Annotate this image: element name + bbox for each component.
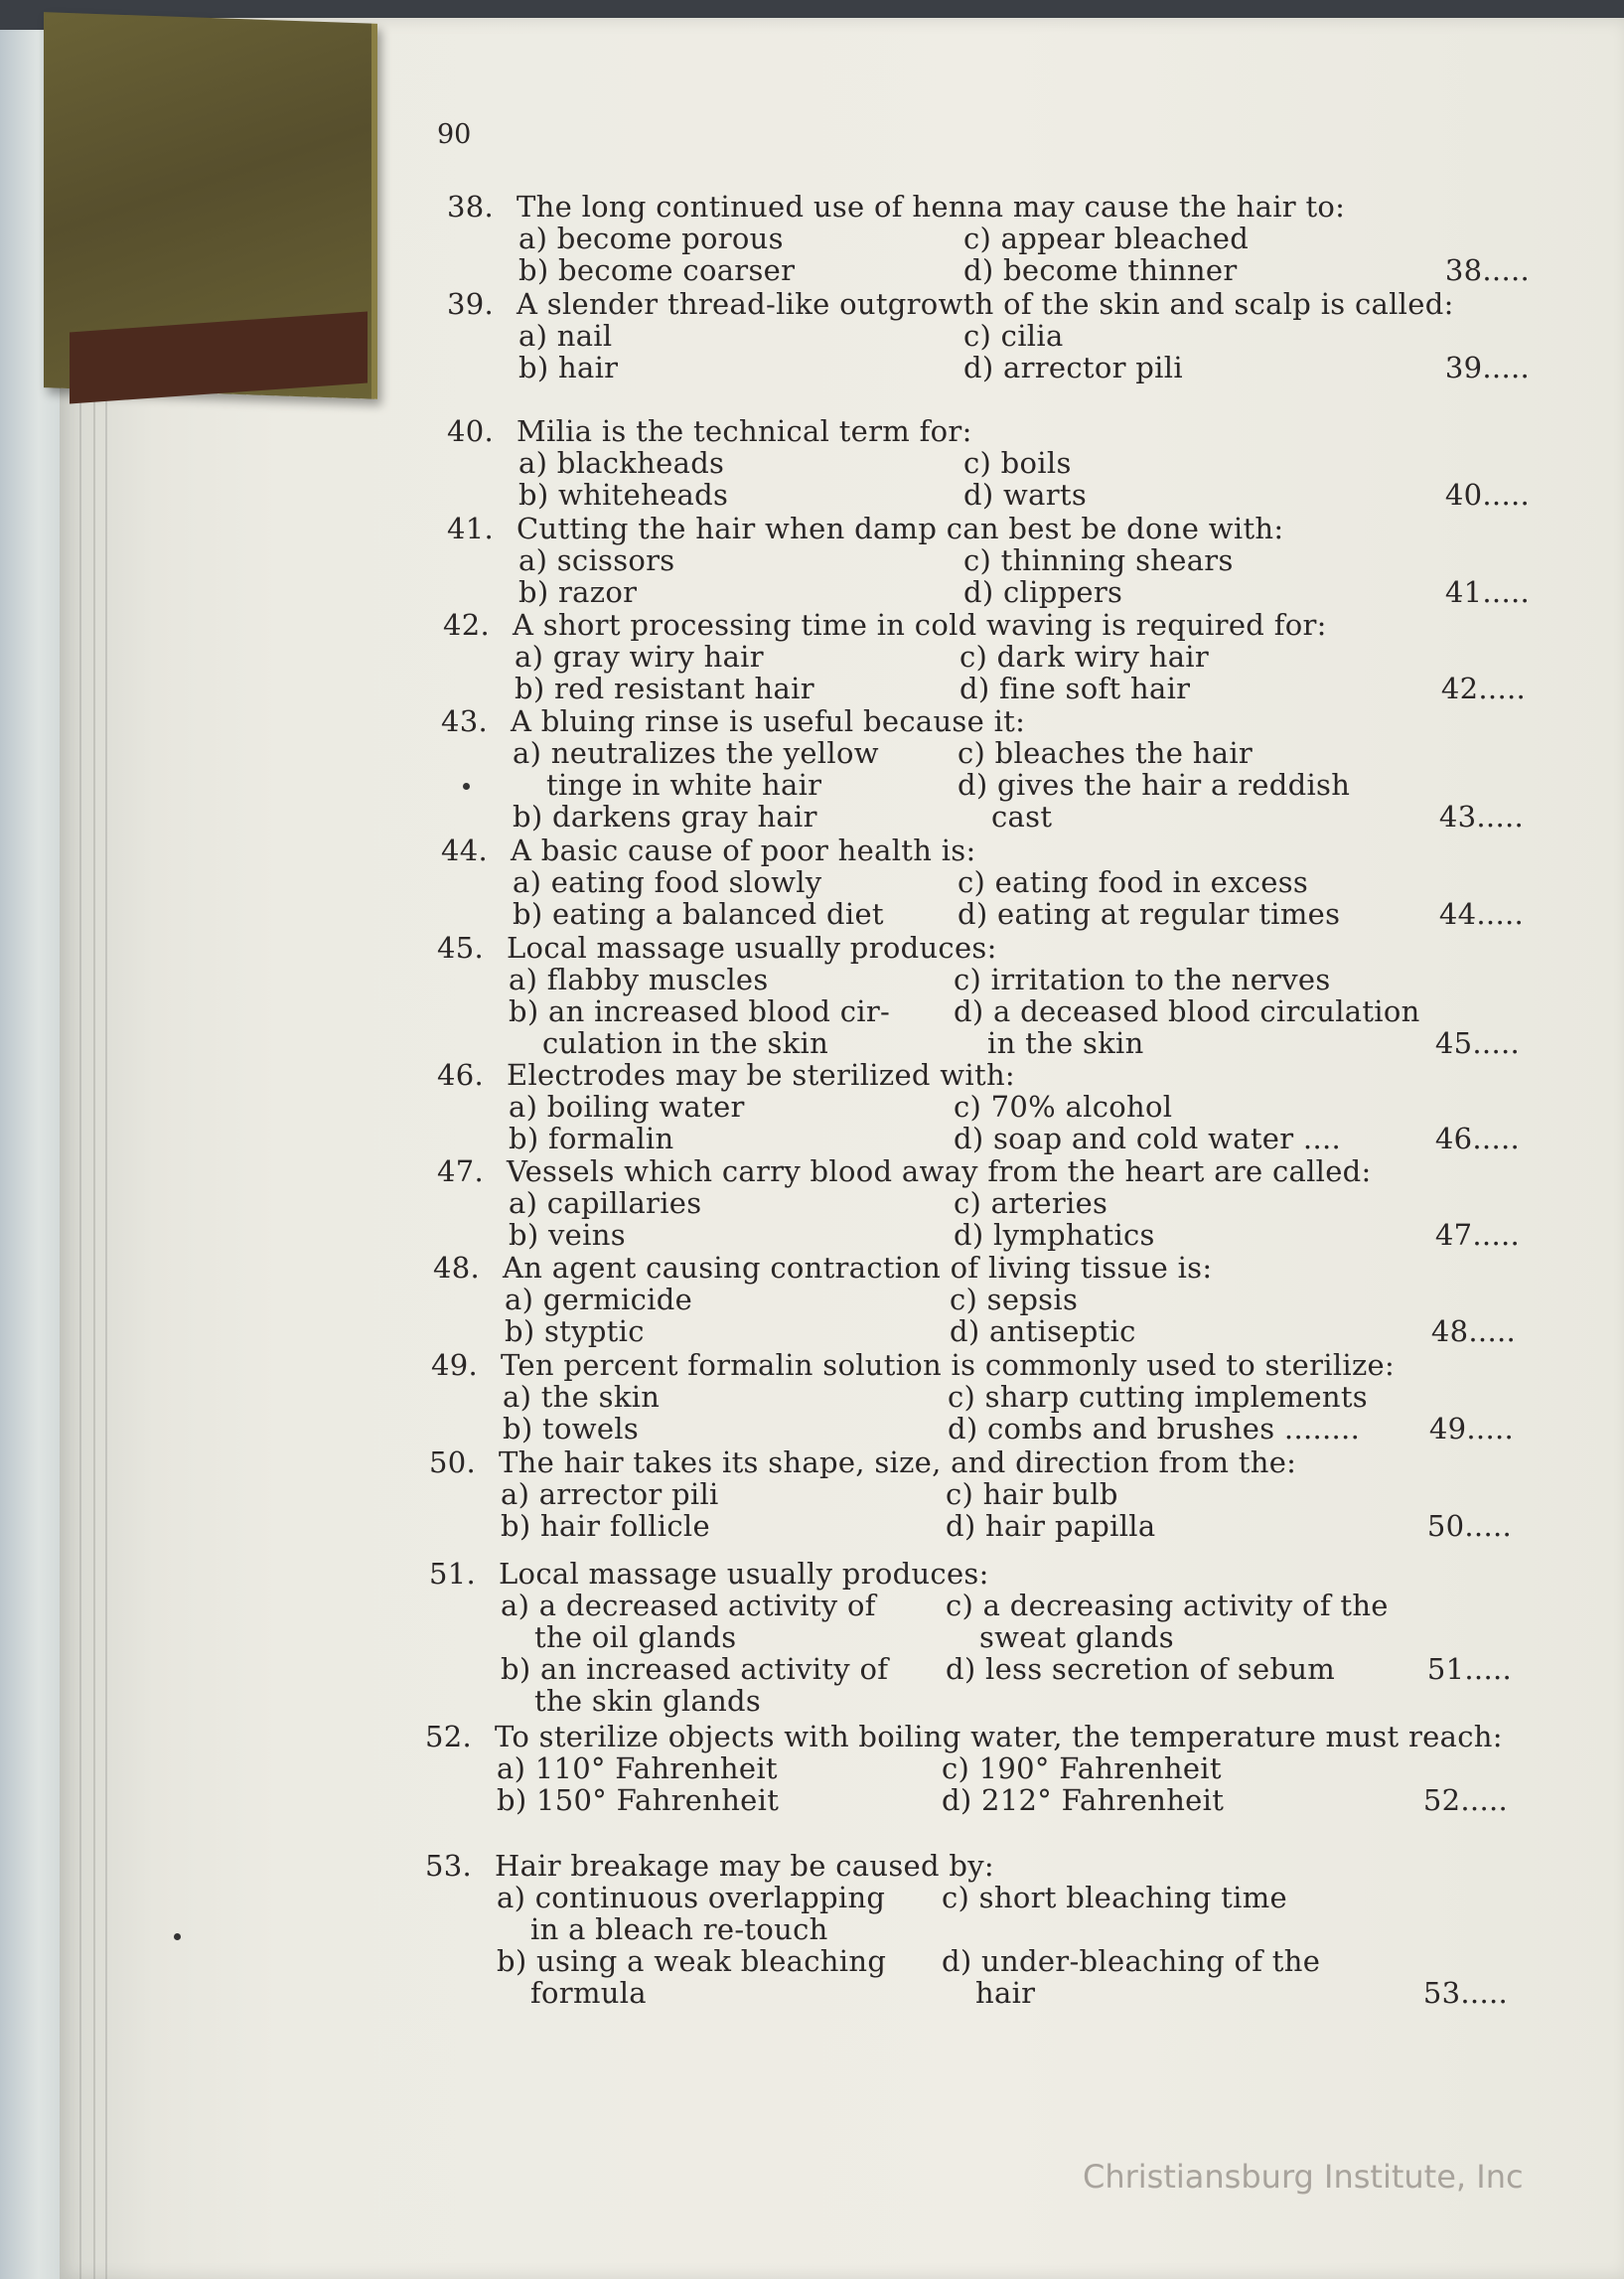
option-left: a) nail	[518, 319, 613, 353]
option-row	[425, 1913, 1508, 1945]
question-stem: Ten percent formalin solution is commonly used to sterilize:	[501, 1348, 1396, 1382]
option-row	[437, 1091, 1520, 1123]
answer-blank: 53.....	[1422, 1976, 1508, 2010]
question-number: 40.	[447, 414, 495, 448]
question-stem: An agent causing contraction of living tissue is:	[503, 1251, 1213, 1285]
option-left: a) flabby muscles	[509, 963, 769, 996]
option-right: cast	[991, 800, 1053, 834]
question-stem: A basic cause of poor health is:	[511, 834, 976, 867]
answer-blank: 51.....	[1426, 1652, 1512, 1686]
option-row	[447, 320, 1530, 352]
option-row	[425, 1977, 1508, 2009]
option-right: d) lymphatics	[954, 1218, 1155, 1252]
question-stem: Milia is the technical term for:	[517, 414, 972, 448]
question-4	[443, 609, 1526, 704]
option-row	[429, 1621, 1512, 1653]
option-left: b) whiteheads	[518, 478, 729, 512]
question-number: 41.	[447, 512, 495, 545]
question-stem: A short processing time in cold waving is required for:	[513, 608, 1327, 642]
answer-blank: 44.....	[1438, 897, 1524, 931]
option-right: d) less secretion of sebum	[946, 1652, 1336, 1686]
option-row	[437, 1123, 1520, 1154]
answer-blank: 42.....	[1440, 672, 1526, 705]
option-right: c) thinning shears	[963, 543, 1234, 577]
question-stem: Local massage usually produces:	[507, 931, 997, 965]
option-right: d) warts	[963, 478, 1088, 512]
option-left: a) continuous overlapping	[497, 1881, 886, 1914]
answer-blank: 48.....	[1430, 1314, 1516, 1348]
question-number: 53.	[425, 1849, 473, 1883]
option-left: a) arrector pili	[501, 1477, 719, 1511]
option-row	[447, 576, 1530, 608]
option-left: b) eating a balanced diet	[513, 897, 884, 931]
option-left: b) hair	[518, 351, 619, 384]
option-right: c) bleaches the hair	[958, 736, 1254, 770]
question-15	[425, 1850, 1508, 2009]
option-row	[433, 1284, 1516, 1315]
option-right: c) cilia	[963, 319, 1064, 353]
question-stem: The hair takes its shape, size, and direction from the:	[499, 1445, 1297, 1479]
option-row	[425, 1882, 1508, 1913]
option-left: b) towels	[503, 1412, 640, 1445]
option-left: b) using a weak bleaching	[497, 1944, 887, 1978]
option-right: c) short bleaching time	[942, 1881, 1287, 1914]
answer-blank: 52.....	[1422, 1783, 1508, 1817]
option-row	[447, 223, 1530, 254]
question-number: 52.	[425, 1720, 473, 1753]
option-row	[425, 1752, 1508, 1784]
question-2	[447, 415, 1530, 511]
question-number: 44.	[441, 834, 489, 867]
option-left: a) become porous	[518, 222, 784, 255]
option-row	[433, 1315, 1516, 1347]
option-row	[437, 1187, 1520, 1219]
question-13	[429, 1558, 1512, 1717]
answer-blank: 39.....	[1444, 351, 1530, 384]
option-right: d) 212° Fahrenheit	[942, 1783, 1225, 1817]
option-row	[441, 866, 1524, 898]
option-left: b) 150° Fahrenheit	[497, 1783, 780, 1817]
option-row	[447, 254, 1530, 286]
answer-blank: 50.....	[1426, 1509, 1512, 1543]
option-right: c) irritation to the nerves	[954, 963, 1331, 996]
option-row	[441, 898, 1524, 930]
option-left: b) an increased blood cir-	[509, 994, 891, 1028]
question-stem: The long continued use of henna may cause the hair to:	[517, 190, 1346, 224]
question-10	[433, 1252, 1516, 1347]
option-right: d) gives the hair a reddish	[958, 768, 1351, 802]
option-right: c) sharp cutting implements	[948, 1380, 1368, 1414]
question-number: 50.	[429, 1445, 477, 1479]
option-left: a) germicide	[505, 1283, 693, 1316]
option-right: c) 70% alcohol	[954, 1090, 1173, 1124]
option-right: d) soap and cold water ....	[954, 1122, 1341, 1155]
question-number: 43.	[441, 704, 489, 738]
option-row	[447, 544, 1530, 576]
question-0	[447, 191, 1530, 286]
option-left: formula	[530, 1976, 647, 2010]
question-stem: A slender thread-like outgrowth of the skin and scalp is called:	[517, 287, 1454, 321]
question-number: 46.	[437, 1058, 485, 1092]
question-stem: Cutting the hair when damp can best be done with:	[517, 512, 1284, 545]
answer-blank: 47.....	[1434, 1218, 1520, 1252]
option-row	[441, 737, 1524, 769]
question-number: 48.	[433, 1251, 481, 1285]
option-right: c) boils	[963, 446, 1072, 480]
option-left: the skin glands	[534, 1684, 762, 1718]
ink-dot	[174, 1933, 181, 1940]
question-14	[425, 1721, 1508, 1816]
option-left: a) a decreased activity of	[501, 1589, 876, 1622]
answer-blank: 49.....	[1428, 1412, 1514, 1445]
option-right: d) combs and brushes ........	[948, 1412, 1361, 1445]
option-left: a) capillaries	[509, 1186, 702, 1220]
question-number: 42.	[443, 608, 491, 642]
question-12	[429, 1446, 1512, 1542]
option-left: a) neutralizes the yellow	[513, 736, 879, 770]
option-right: d) arrector pili	[963, 351, 1183, 384]
option-left: a) gray wiry hair	[515, 640, 764, 674]
option-right: c) dark wiry hair	[960, 640, 1210, 674]
option-left: in a bleach re-touch	[530, 1912, 828, 1946]
option-row	[441, 769, 1524, 801]
question-7	[437, 932, 1520, 1059]
option-row	[429, 1685, 1512, 1717]
option-right: d) become thinner	[963, 253, 1238, 287]
question-5	[441, 705, 1524, 833]
option-left: a) eating food slowly	[513, 865, 822, 899]
question-number: 47.	[437, 1154, 485, 1188]
option-right: sweat glands	[979, 1620, 1174, 1654]
question-11	[431, 1349, 1514, 1444]
option-right: d) under-bleaching of the	[942, 1944, 1321, 1978]
question-stem: Vessels which carry blood away from the heart are called:	[507, 1154, 1372, 1188]
question-stem: To sterilize objects with boiling water, the temperature must reach:	[495, 1720, 1503, 1753]
question-stem: A bluing rinse is useful because it:	[511, 704, 1026, 738]
option-right: c) a decreasing activity of the	[946, 1589, 1389, 1622]
option-left: tinge in white hair	[546, 768, 822, 802]
option-row	[429, 1510, 1512, 1542]
option-left: b) hair follicle	[501, 1509, 710, 1543]
option-right: d) fine soft hair	[960, 672, 1191, 705]
question-number: 45.	[437, 931, 485, 965]
question-9	[437, 1155, 1520, 1251]
option-left: a) blackheads	[518, 446, 725, 480]
option-right: c) sepsis	[950, 1283, 1079, 1316]
option-row	[437, 964, 1520, 995]
option-row	[441, 801, 1524, 833]
option-right: c) appear bleached	[963, 222, 1250, 255]
question-number: 49.	[431, 1348, 479, 1382]
option-left: b) formalin	[509, 1122, 674, 1155]
option-left: b) an increased activity of	[501, 1652, 889, 1686]
option-left: b) darkens gray hair	[513, 800, 817, 834]
option-row	[431, 1381, 1514, 1413]
option-left: a) boiling water	[509, 1090, 745, 1124]
option-left: b) red resistant hair	[515, 672, 814, 705]
option-row	[437, 995, 1520, 1027]
answer-blank: 43.....	[1438, 800, 1524, 834]
option-right: d) antiseptic	[950, 1314, 1136, 1348]
question-number: 51.	[429, 1557, 477, 1591]
option-right: c) hair bulb	[946, 1477, 1118, 1511]
page-number: 90	[437, 119, 472, 150]
question-6	[441, 835, 1524, 930]
option-row	[437, 1219, 1520, 1251]
question-stem: Local massage usually produces:	[499, 1557, 989, 1591]
option-right: c) eating food in excess	[958, 865, 1309, 899]
option-right: c) 190° Fahrenheit	[942, 1751, 1222, 1785]
question-stem: Electrodes may be sterilized with:	[507, 1058, 1015, 1092]
answer-blank: 45.....	[1434, 1026, 1520, 1060]
answer-blank: 38.....	[1444, 253, 1530, 287]
question-number: 39.	[447, 287, 495, 321]
option-row	[447, 479, 1530, 511]
question-1	[447, 288, 1530, 383]
option-left: culation in the skin	[542, 1026, 829, 1060]
answer-blank: 46.....	[1434, 1122, 1520, 1155]
option-right: d) clippers	[963, 575, 1123, 609]
question-3	[447, 513, 1530, 608]
option-left: a) the skin	[503, 1380, 661, 1414]
question-number: 38.	[447, 190, 495, 224]
option-left: the oil glands	[534, 1620, 737, 1654]
ink-dot	[463, 783, 470, 790]
option-right: in the skin	[987, 1026, 1144, 1060]
option-left: b) veins	[509, 1218, 626, 1252]
question-8	[437, 1059, 1520, 1154]
option-row	[429, 1478, 1512, 1510]
option-right: d) a deceased blood circulation	[954, 994, 1420, 1028]
question-stem: Hair breakage may be caused by:	[495, 1849, 995, 1883]
option-right: hair	[975, 1976, 1036, 2010]
option-right: c) arteries	[954, 1186, 1108, 1220]
option-left: a) 110° Fahrenheit	[497, 1751, 778, 1785]
option-row	[429, 1653, 1512, 1685]
option-row	[447, 447, 1530, 479]
option-left: b) become coarser	[518, 253, 796, 287]
option-row	[443, 641, 1526, 673]
option-right: d) eating at regular times	[958, 897, 1341, 931]
option-row	[447, 352, 1530, 383]
option-left: b) styptic	[505, 1314, 645, 1348]
option-row	[425, 1945, 1508, 1977]
option-row	[425, 1784, 1508, 1816]
answer-blank: 41.....	[1444, 575, 1530, 609]
option-row	[429, 1590, 1512, 1621]
option-left: b) razor	[518, 575, 638, 609]
option-row	[443, 673, 1526, 704]
answer-blank: 40.....	[1444, 478, 1530, 512]
option-right: d) hair papilla	[946, 1509, 1156, 1543]
option-row	[437, 1027, 1520, 1059]
option-left: a) scissors	[518, 543, 675, 577]
watermark: Christiansburg Institute, Inc	[1083, 2158, 1524, 2196]
option-row	[431, 1413, 1514, 1444]
